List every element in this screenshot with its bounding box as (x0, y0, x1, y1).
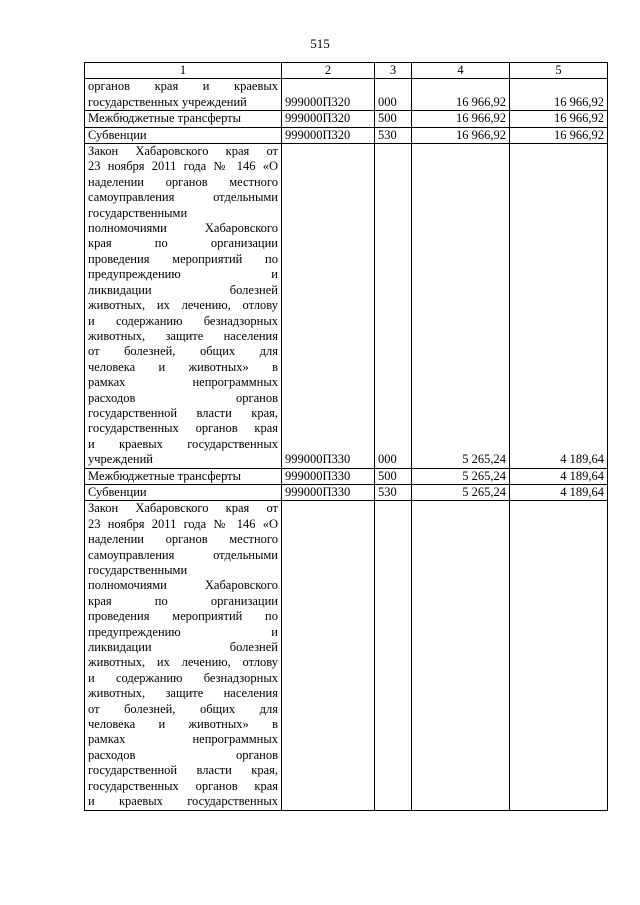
column-header-1: 1 (85, 63, 282, 79)
row-name-line: предупреждению и (88, 267, 278, 282)
column-header-3: 3 (375, 63, 412, 79)
budget-table (84, 62, 608, 811)
row-name-line: проведения мероприятий по (88, 251, 278, 266)
row-value-year-2: 16 966,92 (510, 79, 608, 111)
row-name-line: края по организации (88, 236, 278, 251)
row-name-line: животных, защите населения (88, 686, 278, 701)
row-name-line: животных, защите населения (88, 328, 278, 343)
row-name-line: государственных учреждений (88, 94, 247, 109)
row-name-line: расходов органов (88, 390, 278, 405)
table-row (85, 111, 608, 127)
row-name-line: Межбюджетные трансферты (88, 111, 242, 126)
row-value-year-2: 4 189,64 (510, 144, 608, 469)
row-name-line: государственной власти края, (88, 763, 278, 778)
row-name-line: человека и животных» в (88, 717, 278, 732)
table-row (85, 79, 608, 111)
row-name-line: наделении органов местного (88, 174, 278, 189)
row-code (282, 501, 375, 810)
row-name-line: органов края и краевых (88, 79, 278, 94)
row-code: 999000П330 (282, 484, 375, 500)
row-expense-type: 500 (375, 111, 412, 127)
row-name-line: государственной власти края, (88, 405, 278, 420)
row-name-line: наделении органов местного (88, 532, 278, 547)
row-name-line: Субвенции (88, 127, 147, 142)
row-name-line: от болезней, общих для (88, 701, 278, 716)
row-name-line: и краевых государственных (88, 794, 278, 809)
budget-table-body (85, 63, 608, 811)
row-expense-type: 000 (375, 144, 412, 469)
row-name (85, 484, 282, 500)
column-header-4: 4 (412, 63, 510, 79)
row-name (85, 144, 282, 469)
row-name-line: Межбюджетные трансферты (88, 468, 242, 483)
row-value-year-1: 5 265,24 (412, 468, 510, 484)
row-code: 999000П330 (282, 144, 375, 469)
column-header-2: 2 (282, 63, 375, 79)
row-value-year-2: 16 966,92 (510, 111, 608, 127)
row-name-line: самоуправления отдельными (88, 547, 278, 562)
row-value-year-1: 5 265,24 (412, 144, 510, 469)
row-value-year-2: 4 189,64 (510, 468, 608, 484)
row-value-year-1: 16 966,92 (412, 127, 510, 143)
row-name-line: государственных органов края (88, 421, 278, 436)
row-name-line: Закон Хабаровского края от (88, 501, 278, 516)
row-name-line: рамках непрограммных (88, 732, 278, 747)
row-name-line: рамках непрограммных (88, 375, 278, 390)
row-name-line: Субвенции (88, 484, 147, 499)
row-code: 999000П320 (282, 111, 375, 127)
row-name (85, 127, 282, 143)
row-name-line: животных, их лечению, отлову (88, 655, 278, 670)
row-expense-type: 530 (375, 484, 412, 500)
row-code: 999000П320 (282, 79, 375, 111)
table-row (85, 468, 608, 484)
page-number: 515 (310, 36, 330, 51)
table-row (85, 127, 608, 143)
table-header-row (85, 63, 608, 79)
row-value-year-1: 16 966,92 (412, 79, 510, 111)
row-name-line: и содержанию безнадзорных (88, 313, 278, 328)
row-name-line: предупреждению и (88, 624, 278, 639)
row-name-line: 23 ноября 2011 года № 146 «О (88, 159, 278, 174)
row-name (85, 501, 282, 810)
row-value-year-2: 4 189,64 (510, 484, 608, 500)
table-row (85, 144, 608, 469)
row-expense-type: 530 (375, 127, 412, 143)
row-name-line: учреждений (88, 452, 153, 467)
row-name (85, 468, 282, 484)
table-row (85, 484, 608, 500)
row-name (85, 111, 282, 127)
row-name-line: 23 ноября 2011 года № 146 «О (88, 516, 278, 531)
row-expense-type: 000 (375, 79, 412, 111)
row-expense-type (375, 501, 412, 810)
row-name-line: государственных органов края (88, 778, 278, 793)
row-value-year-2 (510, 501, 608, 810)
row-name-line: ликвидации болезней (88, 282, 278, 297)
row-name-line: животных, их лечению, отлову (88, 298, 278, 313)
row-code: 999000П320 (282, 127, 375, 143)
row-name-line: ликвидации болезней (88, 640, 278, 655)
row-name-line: Закон Хабаровского края от (88, 144, 278, 159)
row-expense-type: 500 (375, 468, 412, 484)
row-name-line: и краевых государственных (88, 436, 278, 451)
row-value-year-2: 16 966,92 (510, 127, 608, 143)
row-name-line: от болезней, общих для (88, 344, 278, 359)
row-name-line: полномочиями Хабаровского (88, 578, 278, 593)
row-name-line: полномочиями Хабаровского (88, 221, 278, 236)
row-name-line: человека и животных» в (88, 359, 278, 374)
row-value-year-1: 16 966,92 (412, 111, 510, 127)
row-name-line: края по организации (88, 593, 278, 608)
row-name-line: и содержанию безнадзорных (88, 670, 278, 685)
row-code: 999000П330 (282, 468, 375, 484)
row-name-line: проведения мероприятий по (88, 609, 278, 624)
row-value-year-1 (412, 501, 510, 810)
table-row (85, 501, 608, 810)
row-name-line: расходов органов (88, 747, 278, 762)
row-name-line: государственными (88, 563, 188, 577)
row-name-line: самоуправления отдельными (88, 190, 278, 205)
row-name (85, 79, 282, 111)
column-header-5: 5 (510, 63, 608, 79)
row-value-year-1: 5 265,24 (412, 484, 510, 500)
row-name-line: государственными (88, 205, 188, 220)
